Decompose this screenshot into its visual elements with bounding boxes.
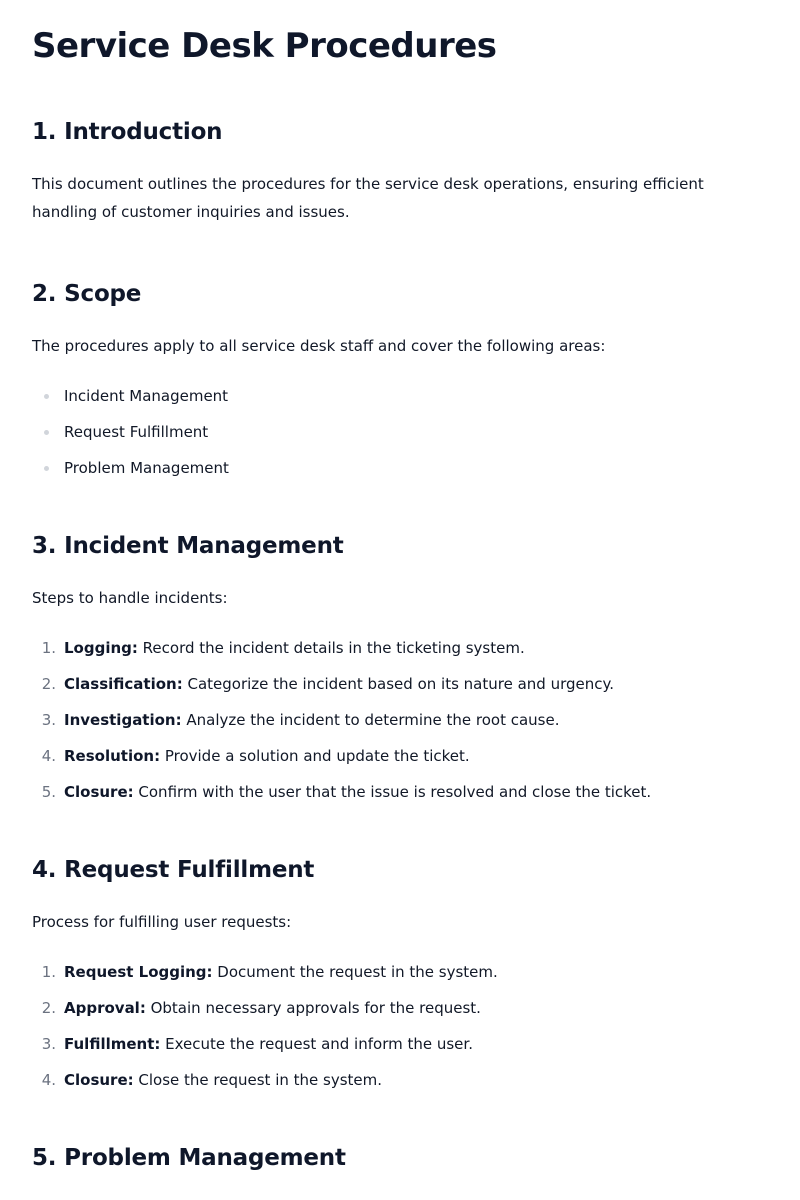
step-term: Investigation: xyxy=(64,711,182,729)
step-text: Analyze the incident to determine the root cause. xyxy=(181,711,560,729)
list-item xyxy=(32,962,768,982)
step-number: 5. xyxy=(41,783,56,801)
section-heading-request-fulfillment: 4. Request Fulfillment xyxy=(32,857,315,883)
step-number: 1. xyxy=(41,963,56,981)
list-item xyxy=(32,710,768,730)
list-item: Incident Management xyxy=(32,386,768,406)
section-heading-problem-management: 5. Problem Management xyxy=(32,1145,346,1171)
list-item xyxy=(32,638,768,658)
list-item: Request Fulfillment xyxy=(32,422,768,442)
scope-list xyxy=(32,386,768,478)
step-term: Resolution: xyxy=(64,747,161,765)
document-title: Service Desk Procedures xyxy=(32,26,497,66)
list-item: Problem Management xyxy=(32,458,768,478)
list-item xyxy=(32,746,768,766)
incident-paragraph: Steps to handle incidents: xyxy=(32,589,228,607)
section-heading-scope: 2. Scope xyxy=(32,281,142,307)
step-term: Closure: xyxy=(64,1071,134,1089)
step-text: Confirm with the user that the issue is resolved and close the ticket. xyxy=(133,783,652,801)
step-term: Fulfillment: xyxy=(64,1035,161,1053)
step-text: Record the incident details in the ticketing system. xyxy=(137,639,525,657)
section-heading-incident-management: 3. Incident Management xyxy=(32,533,344,559)
step-number: 2. xyxy=(41,999,56,1017)
section-heading-introduction: 1. Introduction xyxy=(32,119,223,145)
step-term: Approval: xyxy=(64,999,146,1017)
step-text: Categorize the incident based on its nature and urgency. xyxy=(182,675,614,693)
step-number: 3. xyxy=(41,711,56,729)
scope-paragraph: The procedures apply to all service desk staff and cover the following areas: xyxy=(32,337,606,355)
list-item xyxy=(32,998,768,1018)
step-term: Request Logging: xyxy=(64,963,213,981)
step-term: Logging: xyxy=(64,639,138,657)
request-steps-list xyxy=(32,962,768,1090)
introduction-paragraph: This document outlines the procedures for the service desk operations, ensuring efficient handling of customer inquiries and issues. xyxy=(32,175,704,221)
list-item xyxy=(32,1070,768,1090)
step-text: Provide a solution and update the ticket. xyxy=(160,747,470,765)
list-item xyxy=(32,1034,768,1054)
step-term: Classification: xyxy=(64,675,183,693)
list-item xyxy=(32,674,768,694)
step-term: Closure: xyxy=(64,783,134,801)
incident-steps-list xyxy=(32,638,768,802)
list-item xyxy=(32,782,768,802)
step-number: 4. xyxy=(41,747,56,765)
step-number: 2. xyxy=(41,675,56,693)
step-text: Obtain necessary approvals for the request. xyxy=(145,999,481,1017)
request-paragraph: Process for fulfilling user requests: xyxy=(32,913,292,931)
step-text: Execute the request and inform the user. xyxy=(160,1035,473,1053)
step-number: 3. xyxy=(41,1035,56,1053)
step-number: 1. xyxy=(41,639,56,657)
step-text: Document the request in the system. xyxy=(212,963,498,981)
step-number: 4. xyxy=(41,1071,56,1089)
step-text: Close the request in the system. xyxy=(133,1071,383,1089)
